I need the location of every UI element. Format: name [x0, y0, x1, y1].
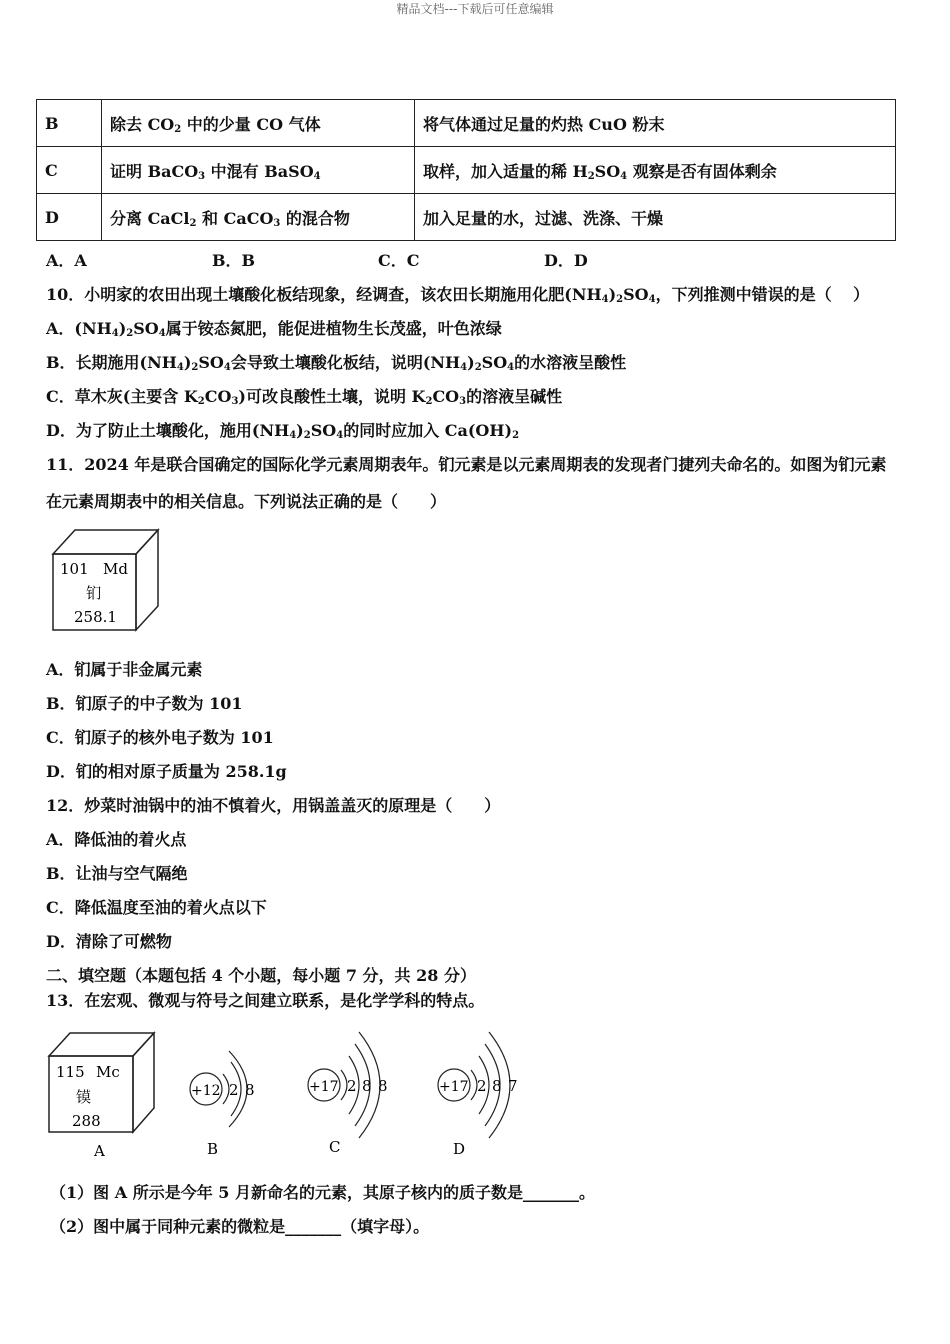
- row-goal: 证明 BaCO$_3$ 中混有 BaSO$_4$: [102, 147, 415, 194]
- header-watermark: 精品文档---下载后可任意编辑: [396, 2, 554, 16]
- section-title: 二、填空题（本题包括 4 个小题，每小题 7 分，共 28 分）: [46, 966, 476, 985]
- answer-option: C．C: [378, 251, 420, 270]
- element-cell-md: [50, 526, 162, 634]
- table-row: [37, 147, 896, 194]
- q13-stem: 13．在宏观、微观与符号之间建立联系，是化学学科的特点。: [46, 991, 485, 1010]
- q10-option-a: A．$(NH_4)_2SO_4$属于铵态氮肥，能促进植物生长茂盛，叶色浓绿: [46, 319, 502, 339]
- element-name: 镆: [76, 1088, 92, 1106]
- q11-option-c: C．钔原子的核外电子数为 101: [46, 728, 274, 747]
- row-method: 取样，加入适量的稀 $H_2SO_4$ 观察是否有固体剩余: [415, 147, 896, 194]
- q12-option-b: B．让油与空气隔绝: [46, 864, 188, 883]
- options-table: [36, 99, 896, 241]
- figure-label: C: [329, 1138, 341, 1156]
- element-symbol: Mc: [96, 1063, 120, 1081]
- answer-option: D．D: [544, 251, 588, 270]
- atomic-mass: 258.1: [74, 608, 117, 626]
- atomic-number: 115: [56, 1063, 85, 1081]
- q10-stem: 10．小明家的农田出现土壤酸化板结现象，经调查，该农田长期施用化肥$(NH_4)_2SO_4$，下列推测中错误的是（ ）: [46, 285, 870, 305]
- q12-stem: 12．炒菜时油锅中的油不慎着火，用锅盖盖灭的原理是（ ）: [46, 796, 501, 815]
- q12-option-a: A．降低油的着火点: [46, 830, 187, 849]
- atom-diagram-c: [303, 1028, 403, 1160]
- nucleus-charge: +12: [191, 1083, 221, 1099]
- row-letter: C: [37, 147, 102, 194]
- row-letter: D: [37, 194, 102, 241]
- figure-label: D: [453, 1140, 466, 1158]
- shell-electrons: 2: [477, 1077, 487, 1095]
- element-cell-mc: [46, 1030, 160, 1162]
- shell-electrons: 8: [492, 1077, 502, 1095]
- atomic-mass: 288: [72, 1112, 101, 1130]
- atomic-number: 101: [60, 560, 89, 578]
- element-name: 钔: [86, 584, 102, 602]
- q11-stem-line1: 11．2024 年是联合国确定的国际化学元素周期表年。钔元素是以元素周期表的发现者门捷列夫命名的。如图为钔元素: [46, 455, 887, 474]
- figure-label: B: [207, 1140, 219, 1158]
- cell-top-face: [53, 530, 158, 554]
- cell-top-face: [49, 1033, 154, 1056]
- q10-option-c: C．草木灰(主要含 $K_2CO_3$)可改良酸性土壤，说明 $K_2CO_3$的溶液呈碱性: [46, 387, 563, 407]
- answer-option: A．A: [46, 251, 87, 270]
- answer-option: B．B: [212, 251, 256, 270]
- q11-stem-line2: 在元素周期表中的相关信息。下列说法正确的是（ ）: [46, 492, 447, 511]
- atom-diagram-b: [185, 1040, 275, 1160]
- q13-subquestion-1: （1）图 A 所示是今年 5 月新命名的元素，其原子核内的质子数是_______。: [50, 1183, 595, 1202]
- shell-electrons: 2: [347, 1077, 357, 1095]
- q11-option-d: D．钔的相对原子质量为 258.1g: [46, 762, 287, 781]
- row-goal: 除去 $CO_2$ 中的少量 CO 气体: [102, 100, 415, 147]
- row-goal: 分离 CaCl$_2$ 和 CaCO$_3$ 的混合物: [102, 194, 415, 241]
- q12-option-d: D．清除了可燃物: [46, 932, 172, 951]
- q11-option-b: B．钔原子的中子数为 101: [46, 694, 243, 713]
- shell-electrons: 7: [508, 1077, 518, 1095]
- q13-subquestion-2: （2）图中属于同种元素的微粒是_______（填字母）。: [50, 1217, 430, 1236]
- q10-option-d: D．为了防止土壤酸化，施用$(NH_4)_2SO_4$的同时应加入 $Ca(OH)_2$: [46, 421, 520, 441]
- figure-label: A: [94, 1142, 105, 1160]
- row-method: 加入足量的水，过滤、洗涤、干燥: [415, 194, 896, 241]
- cell-side-face: [133, 1033, 154, 1132]
- nucleus-charge: +17: [309, 1079, 339, 1095]
- table-row: [37, 100, 896, 147]
- nucleus-charge: +17: [439, 1079, 469, 1095]
- q9-answer-options: [46, 248, 710, 271]
- q11-option-a: A．钔属于非金属元素: [46, 660, 203, 679]
- q10-option-b: B．长期施用$(NH_4)_2SO_4$会导致土壤酸化板结，说明$(NH_4)_2SO_4$的水溶液呈酸性: [46, 353, 627, 373]
- shell-electrons: 8: [378, 1077, 388, 1095]
- shell-electrons: 8: [245, 1081, 255, 1099]
- shell-electrons: 2: [229, 1081, 239, 1099]
- atom-diagram-d: [433, 1028, 533, 1160]
- shell-electrons: 8: [362, 1077, 372, 1095]
- q12-option-c: C．降低温度至油的着火点以下: [46, 898, 267, 917]
- table-row: [37, 194, 896, 241]
- row-method: 将气体通过足量的灼热 CuO 粉末: [415, 100, 896, 147]
- cell-side-face: [136, 530, 158, 630]
- element-symbol: Md: [103, 560, 128, 578]
- row-letter: B: [37, 100, 102, 147]
